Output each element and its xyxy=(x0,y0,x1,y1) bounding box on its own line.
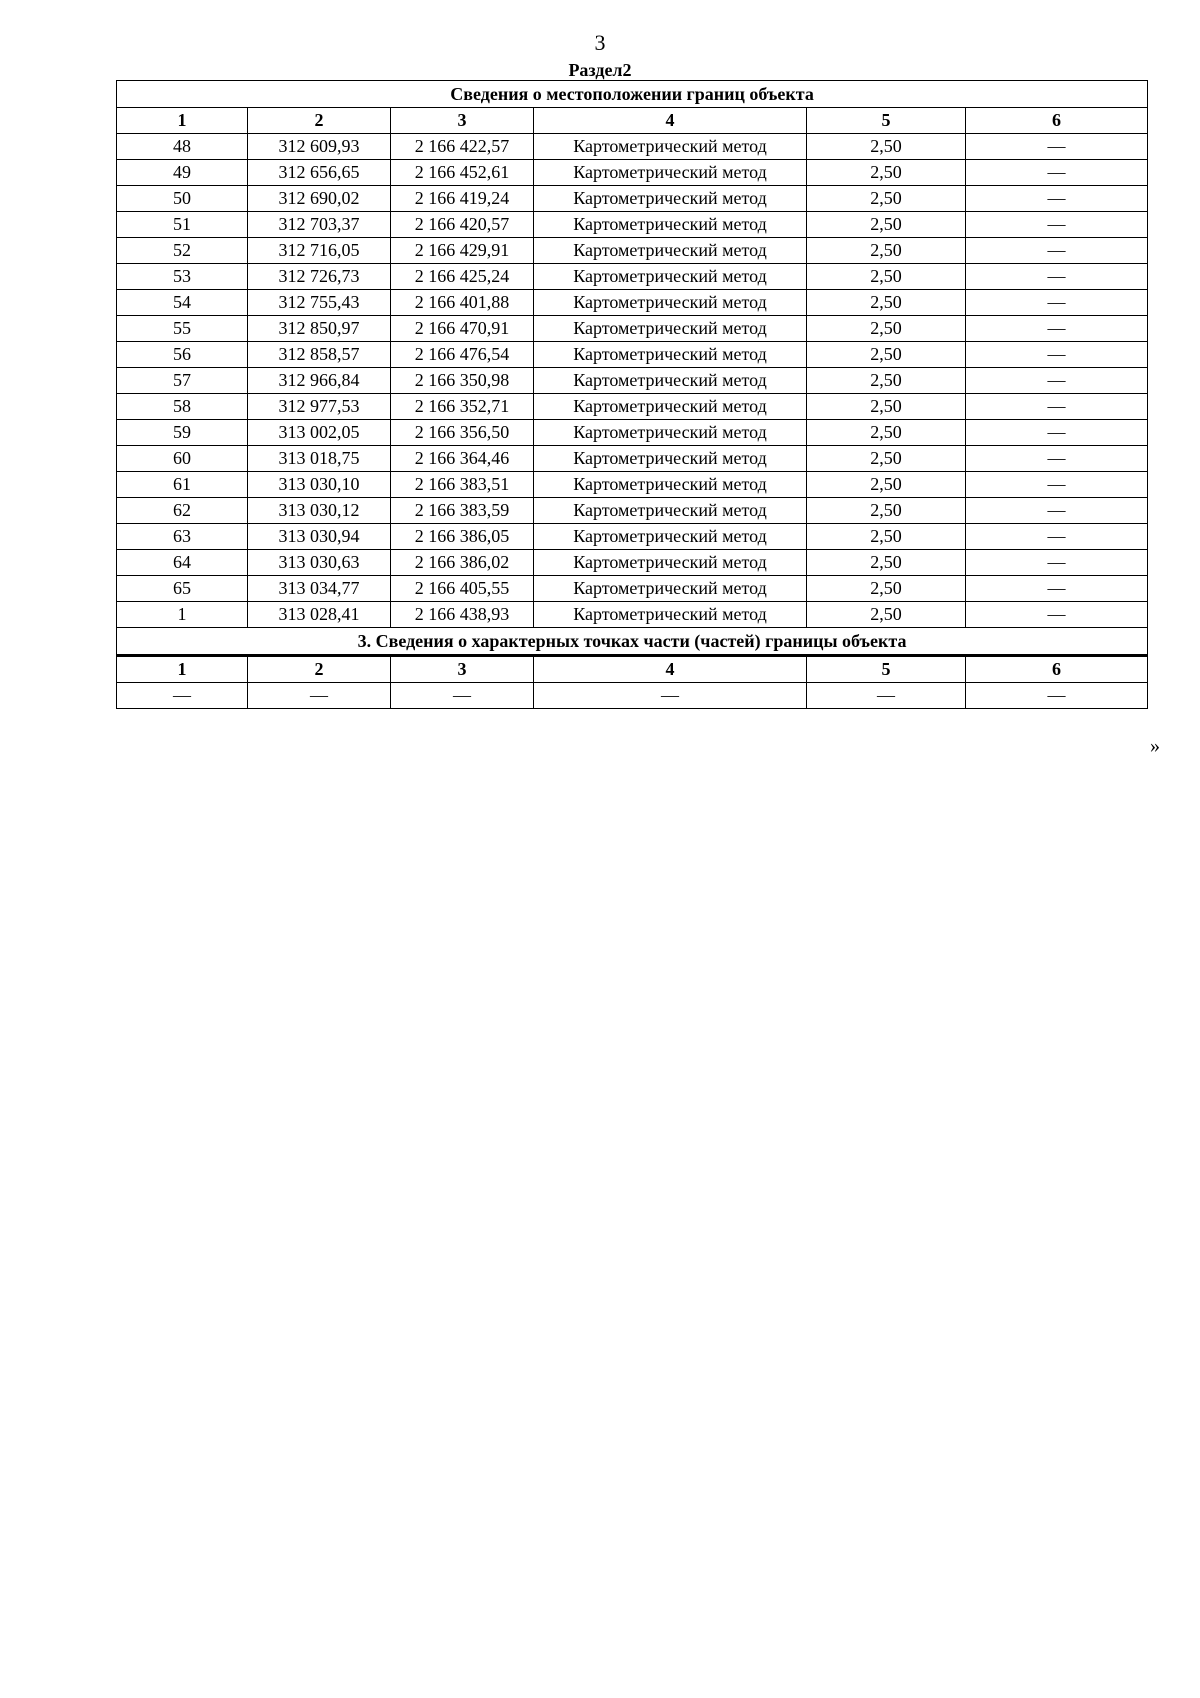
table-cell: 55 xyxy=(117,316,248,342)
table-cell: 2 166 401,88 xyxy=(391,290,534,316)
table-cell: 50 xyxy=(117,186,248,212)
table-row xyxy=(117,368,1148,394)
table-cell: 61 xyxy=(117,472,248,498)
table-cell: 313 030,10 xyxy=(248,472,391,498)
column-header: 6 xyxy=(966,108,1148,134)
table-cell: 56 xyxy=(117,342,248,368)
table-cell: 2,50 xyxy=(807,550,966,576)
table-cell: Картометрический метод xyxy=(534,290,807,316)
table-cell: 312 690,02 xyxy=(248,186,391,212)
table-cell: 2,50 xyxy=(807,602,966,628)
table-row xyxy=(117,238,1148,264)
table-cell: 54 xyxy=(117,290,248,316)
table-row xyxy=(117,576,1148,602)
table-cell: 2,50 xyxy=(807,290,966,316)
table-cell: — xyxy=(966,550,1148,576)
table-cell: Картометрический метод xyxy=(534,160,807,186)
table-row xyxy=(117,420,1148,446)
table-cell: 312 609,93 xyxy=(248,134,391,160)
table-cell: Картометрический метод xyxy=(534,368,807,394)
table-cell: 2,50 xyxy=(807,186,966,212)
table-cell: Картометрический метод xyxy=(534,472,807,498)
table-cell: 2,50 xyxy=(807,316,966,342)
table-cell: 2 166 405,55 xyxy=(391,576,534,602)
table-caption: Сведения о местоположении границ объекта xyxy=(117,81,1148,108)
table-row xyxy=(117,446,1148,472)
table-row xyxy=(117,212,1148,238)
table-cell: 2 166 350,98 xyxy=(391,368,534,394)
table-row xyxy=(117,683,1148,709)
table-cell: 60 xyxy=(117,446,248,472)
table-cell: Картометрический метод xyxy=(534,238,807,264)
table-cell: Картометрический метод xyxy=(534,550,807,576)
table-row xyxy=(117,160,1148,186)
table-cell: — xyxy=(966,290,1148,316)
table-caption-row xyxy=(117,81,1148,108)
table-cell: — xyxy=(966,212,1148,238)
table-cell: 1 xyxy=(117,602,248,628)
table-cell: 64 xyxy=(117,550,248,576)
column-header: 5 xyxy=(807,656,966,683)
table-cell: — xyxy=(248,683,391,709)
table-cell: 313 002,05 xyxy=(248,420,391,446)
table-row xyxy=(117,186,1148,212)
table-cell: Картометрический метод xyxy=(534,498,807,524)
closing-quote: » xyxy=(1150,735,1160,757)
table-cell: 2,50 xyxy=(807,472,966,498)
table-cell: — xyxy=(807,683,966,709)
table-row xyxy=(117,550,1148,576)
table-row xyxy=(117,316,1148,342)
table-cell: — xyxy=(966,472,1148,498)
table-cell: 2,50 xyxy=(807,524,966,550)
table-cell: Картометрический метод xyxy=(534,420,807,446)
table-row xyxy=(117,264,1148,290)
table-row xyxy=(117,394,1148,420)
column-header: 1 xyxy=(117,108,248,134)
table-row xyxy=(117,498,1148,524)
table-cell: 2,50 xyxy=(807,498,966,524)
table-cell: Картометрический метод xyxy=(534,602,807,628)
table-cell: 52 xyxy=(117,238,248,264)
table-cell: Картометрический метод xyxy=(534,212,807,238)
table-cell: Картометрический метод xyxy=(534,342,807,368)
table-cell: — xyxy=(966,446,1148,472)
table-caption: 3. Сведения о характерных точках части (частей) границы объекта xyxy=(117,628,1148,656)
table-cell: — xyxy=(966,368,1148,394)
table-cell: 2 166 356,50 xyxy=(391,420,534,446)
table-cell: 2,50 xyxy=(807,342,966,368)
table-cell: Картометрический метод xyxy=(534,134,807,160)
table-cell: — xyxy=(966,316,1148,342)
table-cell: 2 166 420,57 xyxy=(391,212,534,238)
table-cell: 312 977,53 xyxy=(248,394,391,420)
table-cell: 2,50 xyxy=(807,134,966,160)
table-row xyxy=(117,342,1148,368)
table-cell: 2 166 352,71 xyxy=(391,394,534,420)
table-cell: 63 xyxy=(117,524,248,550)
table-row xyxy=(117,290,1148,316)
table-cell: 312 716,05 xyxy=(248,238,391,264)
table-header-row xyxy=(117,108,1148,134)
table-cell: 2 166 452,61 xyxy=(391,160,534,186)
table-cell: 313 034,77 xyxy=(248,576,391,602)
page-number: 3 xyxy=(594,30,606,55)
table-cell: 2,50 xyxy=(807,446,966,472)
column-header: 3 xyxy=(391,108,534,134)
table-cell: 2 166 419,24 xyxy=(391,186,534,212)
table-cell: — xyxy=(966,264,1148,290)
table-cell: 312 755,43 xyxy=(248,290,391,316)
table-cell: — xyxy=(117,683,248,709)
table-cell: Картометрический метод xyxy=(534,576,807,602)
table-cell: 312 656,65 xyxy=(248,160,391,186)
table-cell: 58 xyxy=(117,394,248,420)
column-header: 5 xyxy=(807,108,966,134)
table-cell: 2,50 xyxy=(807,576,966,602)
table-cell: — xyxy=(534,683,807,709)
column-header: 2 xyxy=(248,656,391,683)
table-cell: — xyxy=(966,238,1148,264)
table-cell: 312 726,73 xyxy=(248,264,391,290)
column-header: 4 xyxy=(534,108,807,134)
table-cell: 312 966,84 xyxy=(248,368,391,394)
table-cell: — xyxy=(966,134,1148,160)
table-cell: 2,50 xyxy=(807,160,966,186)
table-row xyxy=(117,134,1148,160)
table-cell: 312 850,97 xyxy=(248,316,391,342)
table-row xyxy=(117,602,1148,628)
column-header: 6 xyxy=(966,656,1148,683)
table-cell: 2 166 383,51 xyxy=(391,472,534,498)
table-cell: — xyxy=(966,420,1148,446)
table-cell: Картометрический метод xyxy=(534,316,807,342)
table-cell: 65 xyxy=(117,576,248,602)
table-cell: 2 166 422,57 xyxy=(391,134,534,160)
table-cell: — xyxy=(966,602,1148,628)
table-cell: 48 xyxy=(117,134,248,160)
table-cell: 2,50 xyxy=(807,238,966,264)
table-cell: — xyxy=(966,394,1148,420)
table-cell: — xyxy=(966,524,1148,550)
table-cell: 2,50 xyxy=(807,368,966,394)
table-cell: 312 703,37 xyxy=(248,212,391,238)
table-cell: 312 858,57 xyxy=(248,342,391,368)
table-cell: 2,50 xyxy=(807,264,966,290)
table-cell: 59 xyxy=(117,420,248,446)
section-label: Раздел2 xyxy=(568,60,632,80)
column-header: 3 xyxy=(391,656,534,683)
table-header-row xyxy=(117,656,1148,683)
boundary-table xyxy=(116,80,1148,709)
table-cell: — xyxy=(966,498,1148,524)
table-cell: — xyxy=(391,683,534,709)
table-cell: 62 xyxy=(117,498,248,524)
table-cell: Картометрический метод xyxy=(534,446,807,472)
table-row xyxy=(117,524,1148,550)
table-cell: 51 xyxy=(117,212,248,238)
table-cell: 2 166 438,93 xyxy=(391,602,534,628)
table-cell: 2 166 386,02 xyxy=(391,550,534,576)
table-cell: 53 xyxy=(117,264,248,290)
table-cell: 2 166 470,91 xyxy=(391,316,534,342)
table-cell: Картометрический метод xyxy=(534,264,807,290)
table-cell: — xyxy=(966,683,1148,709)
table-cell: 313 030,12 xyxy=(248,498,391,524)
table-cell: 313 018,75 xyxy=(248,446,391,472)
table-cell: — xyxy=(966,160,1148,186)
column-header: 1 xyxy=(117,656,248,683)
column-header: 2 xyxy=(248,108,391,134)
table-cell: Картометрический метод xyxy=(534,394,807,420)
table-cell: 313 030,94 xyxy=(248,524,391,550)
table-caption-row xyxy=(117,628,1148,656)
table-cell: 2 166 386,05 xyxy=(391,524,534,550)
table-cell: 2,50 xyxy=(807,394,966,420)
table-cell: 2 166 383,59 xyxy=(391,498,534,524)
table-cell: — xyxy=(966,342,1148,368)
table-cell: — xyxy=(966,186,1148,212)
table-cell: — xyxy=(966,576,1148,602)
table-cell: 2,50 xyxy=(807,212,966,238)
table-cell: 2 166 476,54 xyxy=(391,342,534,368)
table-cell: 57 xyxy=(117,368,248,394)
table-cell: 2,50 xyxy=(807,420,966,446)
table-cell: 2 166 425,24 xyxy=(391,264,534,290)
table-cell: 2 166 429,91 xyxy=(391,238,534,264)
table-cell: 313 030,63 xyxy=(248,550,391,576)
table-cell: 2 166 364,46 xyxy=(391,446,534,472)
table-row xyxy=(117,472,1148,498)
table-cell: 313 028,41 xyxy=(248,602,391,628)
table-cell: Картометрический метод xyxy=(534,186,807,212)
table-cell: 49 xyxy=(117,160,248,186)
table-cell: Картометрический метод xyxy=(534,524,807,550)
column-header: 4 xyxy=(534,656,807,683)
